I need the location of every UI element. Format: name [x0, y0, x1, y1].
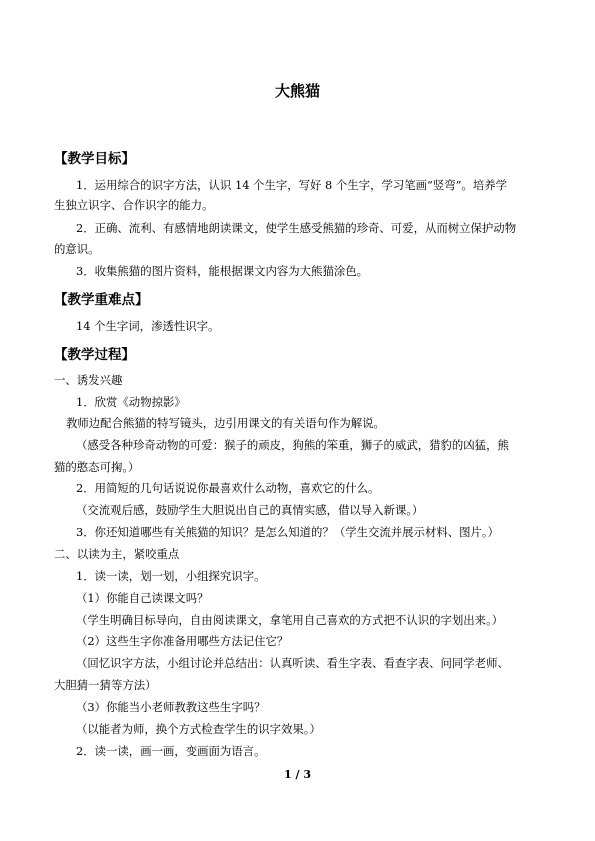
objectives-heading: 【教学目标】 — [54, 151, 135, 167]
process-heading: 【教学过程】 — [54, 347, 135, 363]
keypoints-text: 14 个生字词，渗透性识字。 — [76, 319, 220, 333]
process-line: （学生明确目标导向，自由阅读课文，拿笔用自己喜欢的方式把不认识的字划出来。） — [76, 613, 504, 627]
process-line: 2．用简短的几句话说说你最喜欢什么动物，喜欢它的什么。 — [76, 481, 380, 495]
process-line: 教师边配合熊猫的特写镜头，边引用课文的有关语句作为解说。 — [66, 416, 385, 430]
process-line: 1．读一读，划一划，小组探究识字。 — [76, 569, 266, 583]
process-line: （回忆识字方法，小组讨论并总结出：认真听读、看生字表、看查字表、问同学老师、 — [76, 656, 509, 670]
process-line: 猫的憨态可掬。） — [54, 460, 140, 474]
process-line: 1．欣赏《动物掠影》 — [76, 395, 186, 409]
process-line: （感受各种珍奇动物的可爱：猴子的顽皮，狗熊的笨重，狮子的威武，猎豹的凶猛，熊 — [76, 438, 509, 452]
process-part-1-title: 一、诱发兴趣 — [54, 373, 123, 387]
process-line: （3）你能当小老师教教这些生字吗？ — [76, 700, 266, 714]
process-line: 2．读一读，画一画，变画面为语言。 — [76, 744, 266, 758]
keypoints-heading: 【教学重难点】 — [54, 292, 149, 308]
objective-3: 3．收集熊猫的图片资料，能根据课文内容为大熊猫涂色。 — [76, 264, 369, 278]
process-line: （以能者为师，换个方式检查学生的识字效果。） — [76, 722, 321, 736]
process-part-2-title: 二、以读为主，紧咬重点 — [54, 547, 180, 561]
objective-1-line-1: 1．运用综合的识字方法，认识 14 个生字，写好 8 个生字，学习笔画“竖弯”。培养学 — [76, 178, 508, 192]
process-line: 大胆猜一猜等方法） — [54, 678, 157, 692]
process-line: （2）这些生字你准备用哪些方法记住它？ — [76, 634, 289, 648]
page-number: 1 / 3 — [284, 768, 311, 781]
objective-1-line-2: 生独立识字、合作识字的能力。 — [54, 198, 214, 212]
process-line: 3．你还知道哪些有关熊猫的知识？是怎么知道的？（学生交流并展示材料、图片。） — [76, 525, 500, 539]
document-title: 大熊猫 — [274, 82, 320, 100]
process-line: （1）你能自己读课文吗？ — [76, 591, 209, 605]
process-line: （交流观后感，鼓励学生大胆说出自己的真情实感，借以导入新课。） — [76, 503, 424, 517]
objective-2-line-1: 2．正确、流利、有感情地朗读课文，使学生感受熊猫的珍奇、可爱，从而树立保护动物 — [76, 221, 517, 235]
objective-2-line-2: 的意识。 — [54, 242, 100, 256]
